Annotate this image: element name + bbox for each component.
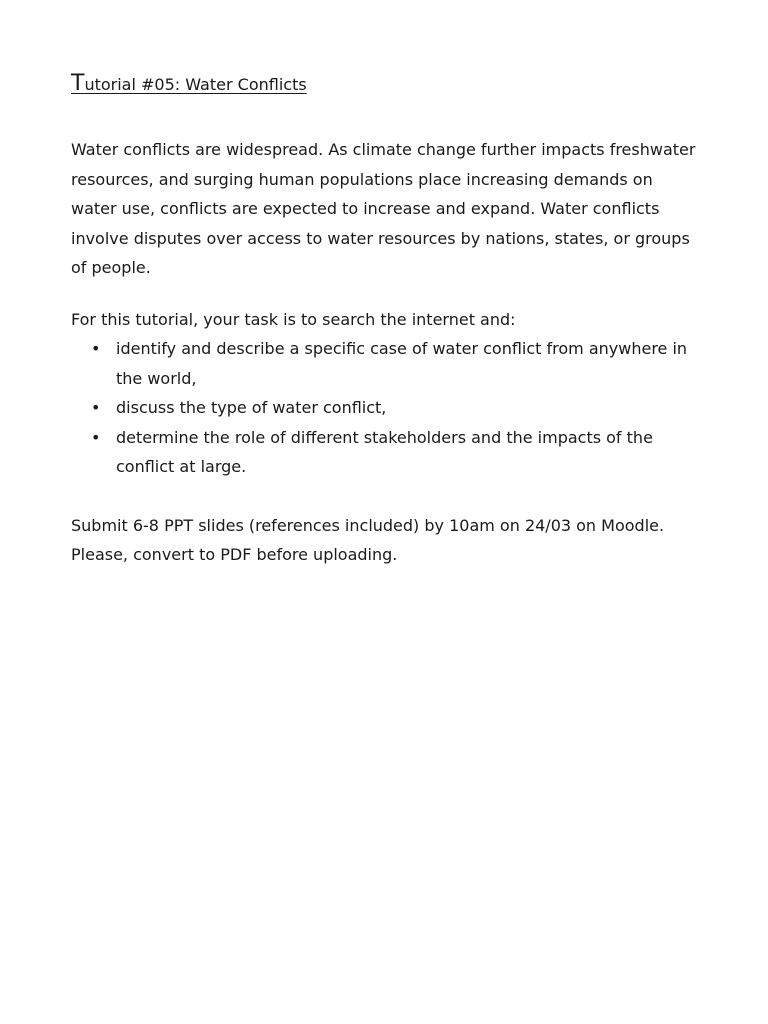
submission-instructions	[71, 511, 701, 570]
list-item-text: identify and describe a specific case of water conflict from anywhere in the world,	[116, 339, 688, 388]
list-item	[71, 423, 701, 482]
bullet-icon: •	[91, 339, 101, 358]
submission-line-2: Please, convert to PDF before uploading.	[71, 545, 398, 564]
list-item	[71, 334, 701, 393]
title-text: utorial #05: Water Conflicts	[84, 75, 307, 94]
list-item-text: discuss the type of water conflict,	[116, 398, 387, 417]
document-page	[71, 72, 701, 570]
intro-paragraph: Water conflicts are widespread. As climate change further impacts freshwater resources, and surging human populations place increasing demands on water use, conflicts are expected to increase and expand. Water conflicts involve disputes over access to water resources by nations, states, or groups of people.	[71, 140, 696, 277]
task-list	[71, 334, 701, 482]
title-first-letter: T	[71, 71, 85, 96]
document-title	[71, 72, 701, 97]
list-item-text: determine the role of different stakeholders and the impacts of the conflict at large.	[116, 427, 653, 476]
task-intro: For this tutorial, your task is to search the internet and:	[71, 309, 516, 329]
bullet-icon: •	[91, 398, 101, 417]
bullet-icon: •	[91, 427, 101, 447]
submission-line-1: Submit 6-8 PPT slides (references included) by 10am on 24/03 on Moodle.	[71, 515, 665, 535]
list-item	[71, 393, 701, 423]
